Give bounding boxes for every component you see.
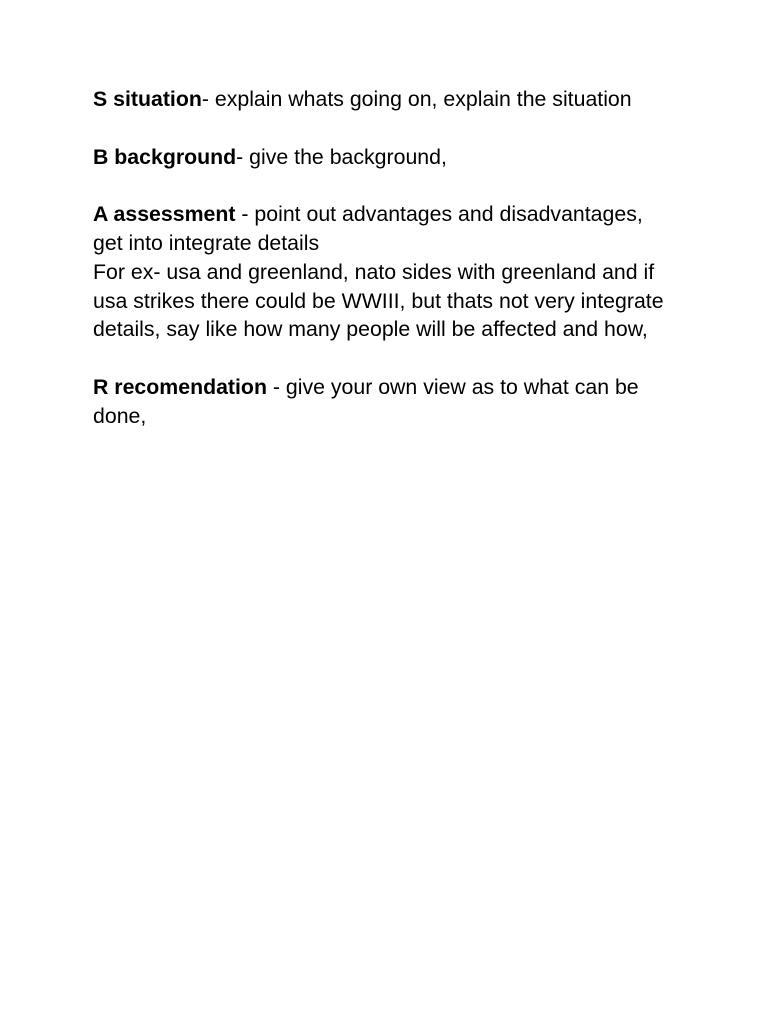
section-text: - give your own view as to what can be done, bbox=[93, 374, 639, 428]
section-assessment bbox=[93, 200, 675, 344]
section-text: - point out advantages and disadvantages, get into integrate details bbox=[93, 202, 643, 255]
section-term: S situation bbox=[93, 87, 202, 111]
section-background bbox=[93, 143, 675, 172]
section-recommendation bbox=[93, 373, 675, 431]
section-text: - explain whats going on, explain the situation bbox=[201, 87, 632, 111]
section-text: - give the background, bbox=[236, 144, 447, 169]
section-example-text: For ex- usa and greenland, nato sides with greenland and if usa strikes there could be WWIII, but thats not very integrate details, say like how many people will be affected and how, bbox=[93, 259, 664, 342]
section-term: A assessment bbox=[93, 202, 236, 227]
section-situation bbox=[93, 85, 675, 114]
section-term: R recomendation bbox=[93, 374, 267, 399]
section-term: B background bbox=[93, 144, 237, 169]
